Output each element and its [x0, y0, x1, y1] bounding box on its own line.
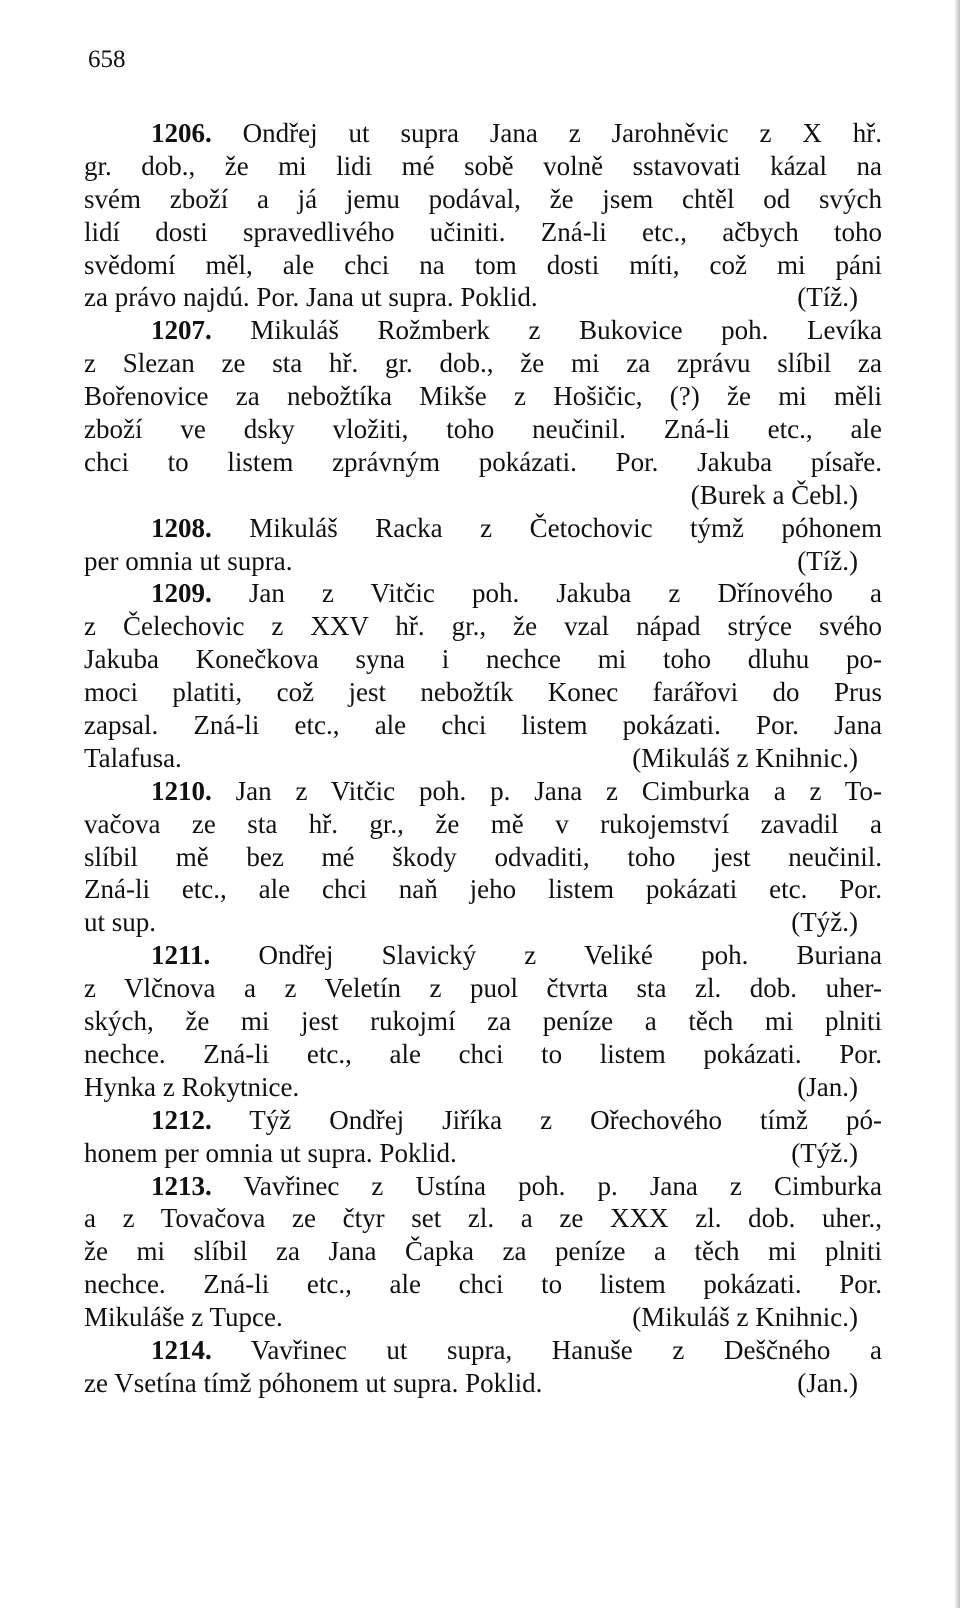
line-text: z Slezan ze sta hř. gr. dob., že mi za zprávu slíbil za — [84, 348, 882, 379]
line-text: ut sup. — [84, 907, 157, 938]
text-line — [84, 249, 882, 282]
line-text: ze Vsetína tímž póhonem ut supra. Poklid. — [84, 1367, 543, 1398]
text-line — [84, 545, 882, 578]
text-line — [84, 1301, 882, 1334]
text-line — [84, 413, 882, 446]
text-line — [84, 347, 882, 380]
line-text: vačova ze sta hř. gr., že mě v rukojemství zavadil a — [84, 808, 882, 839]
line-text: Zná-li etc., ale chci naň jeho listem pokázati etc. Por. — [84, 874, 882, 905]
line-text: Jakuba Konečkova syna i nechce mi toho dluhu po- — [84, 644, 882, 675]
entry-number: 1212. — [151, 1104, 212, 1135]
line-text: svém zboží a já jemu podával, že jsem chtěl od svých — [84, 183, 882, 214]
text-line — [84, 972, 882, 1005]
entry-first-line — [84, 775, 882, 808]
line-text: že mi slíbil za Jana Čapka za peníze a těch mi plniti — [84, 1236, 882, 1267]
line-text: lidí dosti spravedlivého učiniti. Zná-li etc., ačbych toho — [84, 216, 882, 247]
entry-number: 1209. — [151, 578, 212, 609]
line-text: zboží ve dsky vložiti, toho neučinil. Zná-li etc., ale — [84, 414, 882, 445]
line-text: Jan z Vitčic poh. Jakuba z Dřínového a — [211, 578, 882, 609]
line-text: Mikuláše z Tupce. — [84, 1302, 283, 1333]
line-text: Hynka z Rokytnice. — [84, 1071, 300, 1102]
scribe-attribution: (Burek a Čebl.) — [690, 479, 858, 510]
text-line — [84, 183, 882, 216]
text-line — [84, 808, 882, 841]
text-line — [84, 1137, 882, 1170]
entry-first-line — [84, 577, 882, 610]
scribe-attribution: (Mikuláš z Knihnic.) — [632, 742, 858, 773]
scribe-attribution: (Tíž.) — [797, 545, 858, 576]
entry-first-line — [84, 314, 882, 347]
scribe-attribution: (Jan.) — [797, 1071, 858, 1102]
line-text: z Čelechovic z XXV hř. gr., že vzal nápad strýce svého — [84, 611, 882, 642]
line-text: honem per omnia ut supra. Poklid. — [84, 1137, 457, 1168]
line-text: a z Tovačova ze čtyr set zl. a ze XXX zl. dob. uher., — [84, 1203, 882, 1234]
scan-edge-shadow — [954, 0, 960, 1608]
line-text: Talafusa. — [84, 742, 182, 773]
line-text: Vavřinec ut supra, Hanuše z Deščného a — [211, 1334, 882, 1365]
entry-first-line — [84, 512, 882, 545]
entry-first-line — [84, 1334, 882, 1367]
text-line — [84, 676, 882, 709]
text-line — [84, 281, 882, 314]
line-text: zapsal. Zná-li etc., ale chci listem pokázati. Por. Jana — [84, 710, 882, 741]
text-line — [84, 906, 882, 939]
entry-number: 1213. — [151, 1170, 212, 1201]
line-text: za právo najdú. Por. Jana ut supra. Poklid. — [84, 282, 538, 313]
scribe-attribution: (Týž.) — [791, 907, 858, 938]
scribe-attribution: (Tíž.) — [797, 282, 858, 313]
text-line — [84, 742, 882, 775]
line-text: Bořenovice za nebožtíka Mikše z Hošičic, (?) že mi měli — [84, 381, 882, 412]
line-text: Týž Ondřej Jiříka z Ořechového tímž pó- — [211, 1104, 882, 1135]
entry-number: 1210. — [151, 775, 212, 806]
line-text: ských, že mi jest rukojmí za peníze a těch mi plniti — [84, 1006, 882, 1037]
entry-first-line — [84, 939, 882, 972]
page-number: 658 — [88, 46, 126, 73]
scribe-attribution: (Týž.) — [791, 1137, 858, 1168]
text-line — [84, 1071, 882, 1104]
line-text: nechce. Zná-li etc., ale chci to listem pokázati. Por. — [84, 1269, 882, 1300]
text-line — [84, 610, 882, 643]
line-text: Ondřej Slavický z Veliké poh. Buriana — [210, 940, 882, 971]
text-line — [84, 150, 882, 183]
text-line — [84, 1202, 882, 1235]
line-text: slíbil mě bez mé škody odvaditi, toho jest neučinil. — [84, 841, 882, 872]
text-line — [84, 841, 882, 874]
line-text: Vavřinec z Ustína poh. p. Jana z Cimburka — [211, 1170, 882, 1201]
text-line — [84, 709, 882, 742]
entry-first-line — [84, 1170, 882, 1203]
text-line — [84, 1038, 882, 1071]
entry-first-line — [84, 117, 882, 150]
scribe-attribution: (Jan.) — [797, 1367, 858, 1398]
text-line — [84, 1367, 882, 1400]
line-text: Ondřej ut supra Jana z Jarohněvic z X hř. — [211, 118, 882, 148]
text-line — [84, 1235, 882, 1268]
line-text: Mikuláš Rožmberk z Bukovice poh. Levíka — [211, 315, 882, 346]
line-text: nechce. Zná-li etc., ale chci to listem pokázati. Por. — [84, 1038, 882, 1069]
text-line — [84, 446, 882, 479]
line-text: per omnia ut supra. — [84, 545, 293, 576]
entry-number: 1207. — [151, 315, 212, 346]
text-line — [84, 1005, 882, 1038]
entry-number: 1211. — [151, 940, 211, 971]
text-line — [84, 479, 882, 512]
scribe-attribution: (Mikuláš z Knihnic.) — [632, 1302, 858, 1333]
line-text: gr. dob., že mi lidi mé sobě volně sstavovati kázal na — [84, 150, 882, 181]
entry-number: 1206. — [151, 118, 212, 148]
entry-number: 1208. — [151, 512, 212, 543]
text-line — [84, 873, 882, 906]
line-text: z Vlčnova a z Veletín z puol čtvrta sta zl. dob. uher- — [84, 973, 882, 1004]
line-text: chci to listem zprávným pokázati. Por. Jakuba písaře. — [84, 446, 882, 477]
line-text: svědomí měl, ale chci na tom dosti míti, což mi páni — [84, 249, 882, 280]
line-text: Mikuláš Racka z Četochovic týmž póhonem — [211, 512, 882, 543]
entry-number: 1214. — [151, 1334, 212, 1365]
line-text: moci platiti, což jest nebožtík Konec farářovi do Prus — [84, 677, 882, 708]
text-line — [84, 643, 882, 676]
line-text: Jan z Vitčic poh. p. Jana z Cimburka a z To- — [211, 775, 882, 806]
text-line — [84, 1268, 882, 1301]
text-block — [84, 117, 882, 1400]
entry-first-line — [84, 1104, 882, 1137]
text-line — [84, 216, 882, 249]
text-line — [84, 380, 882, 413]
